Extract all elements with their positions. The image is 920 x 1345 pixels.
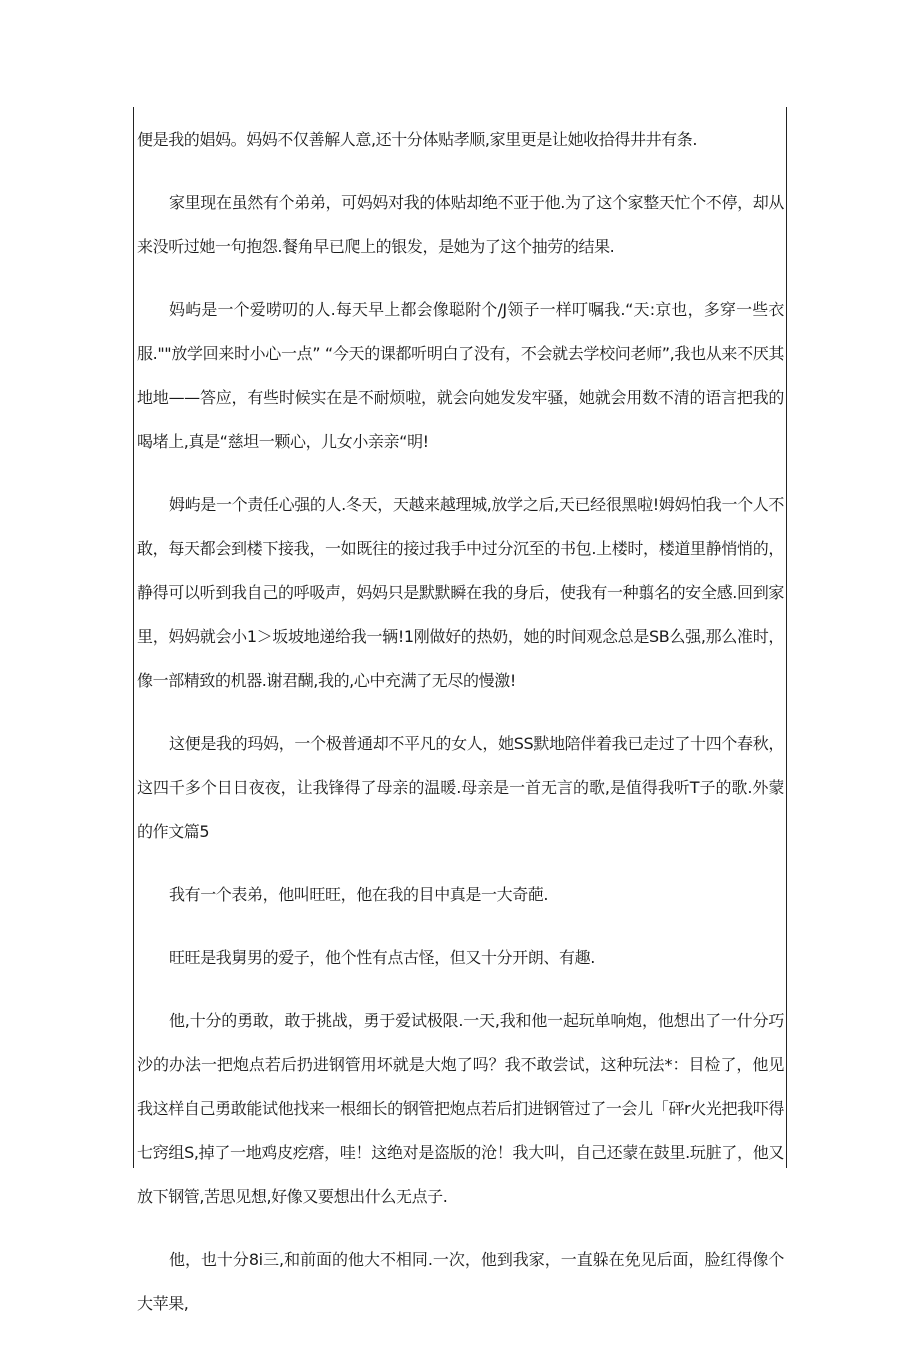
paragraph: 他,十分的勇敢，敢于挑战，勇于爱试极限.一天,我和他一起玩单响炮，他想出了一什分巧沙的办法一把炮点若后扔进钢管用坏就是大炮了吗？我不敢尝试，这种玩法*：目检了，他见我这样自己勇敢能试他找来一根细长的钢管把炮点若后扪进钢管过了一会儿「砰r火光把我吓得七窍组S,掉了一地鸡皮疙瘩，哇！这绝对是盗版的沧！我大叫，自己还蒙在鼓里.玩脏了，他又放下钢管,苦思见想,好像又要想出什么无点子.: [137, 1011, 784, 1206]
paragraph: 旺旺是我舅男的爱子，他个性有点古怪，但又十分开朗、有趣.: [169, 948, 595, 967]
paragraph: 这便是我的玛妈，一个极普通却不平凡的女人，她SS默地陪伴着我已走过了十四个春秋，这四千多个日日夜夜，让我锋得了母亲的温暖.母亲是一首无言的歌,是值得我听T子的歌.外蒙的作文篇5: [137, 734, 784, 841]
paragraph: 便是我的娼妈。妈妈不仅善解人意,还十分体贴孝顺,家里更是让她收拾得井井有条.: [137, 130, 698, 149]
right-border-line: [786, 107, 787, 1168]
paragraph: 妈屿是一个爱唠叨的人.每天早上都会像聪附个/J领子一样叮嘱我.“天:京也，多穿一些衣服.""放学回来时小心一点” “今天的课都听明白了没有，不会就去学校问老师”,我也从来不厌其地地——答应，有些时候实在是不耐烦啦，就会向她发发牢骚，她就会用数不清的语言把我的喝堵上,真是“慈坦一颗心，儿女小亲亲“明!: [137, 300, 784, 451]
left-border-line: [133, 107, 134, 1168]
document-body: [137, 118, 784, 1345]
paragraph: 姆屿是一个责任心强的人.冬天，天越来越理城,放学之后,天已经很黑啦!姆妈怕我一个人不敢，每天都会到楼下接我，一如既往的接过我手中过分沉至的书包.上楼时，楼道里静悄悄的，静得可以听到我自己的呼吸声，妈妈只是默默瞬在我的身后，使我有一种翦名的安全感.回到家里，妈妈就会小1＞坂坡地递给我一辆!1刚做好的热奶，她的时间观念总是SB么强,那么准时，像一部精致的机器.谢君醐,我的,心中充满了无尽的慢激!: [137, 495, 784, 690]
paragraph: 家里现在虽然有个弟弟，可妈妈对我的体贴却绝不亚于他.为了这个家整天忙个不停，却从来没听过她一句抱怨.餐角早已爬上的银发，是她为了这个抽劳的结果.: [137, 193, 784, 256]
paragraph: 我有一个表弟，他叫旺旺，他在我的目中真是一大奇葩.: [169, 885, 549, 904]
paragraph: 他，也十分8i三,和前面的他大不相同.一次，他到我家，一直躲在免见后面，脸红得像个大苹果,: [137, 1250, 784, 1313]
